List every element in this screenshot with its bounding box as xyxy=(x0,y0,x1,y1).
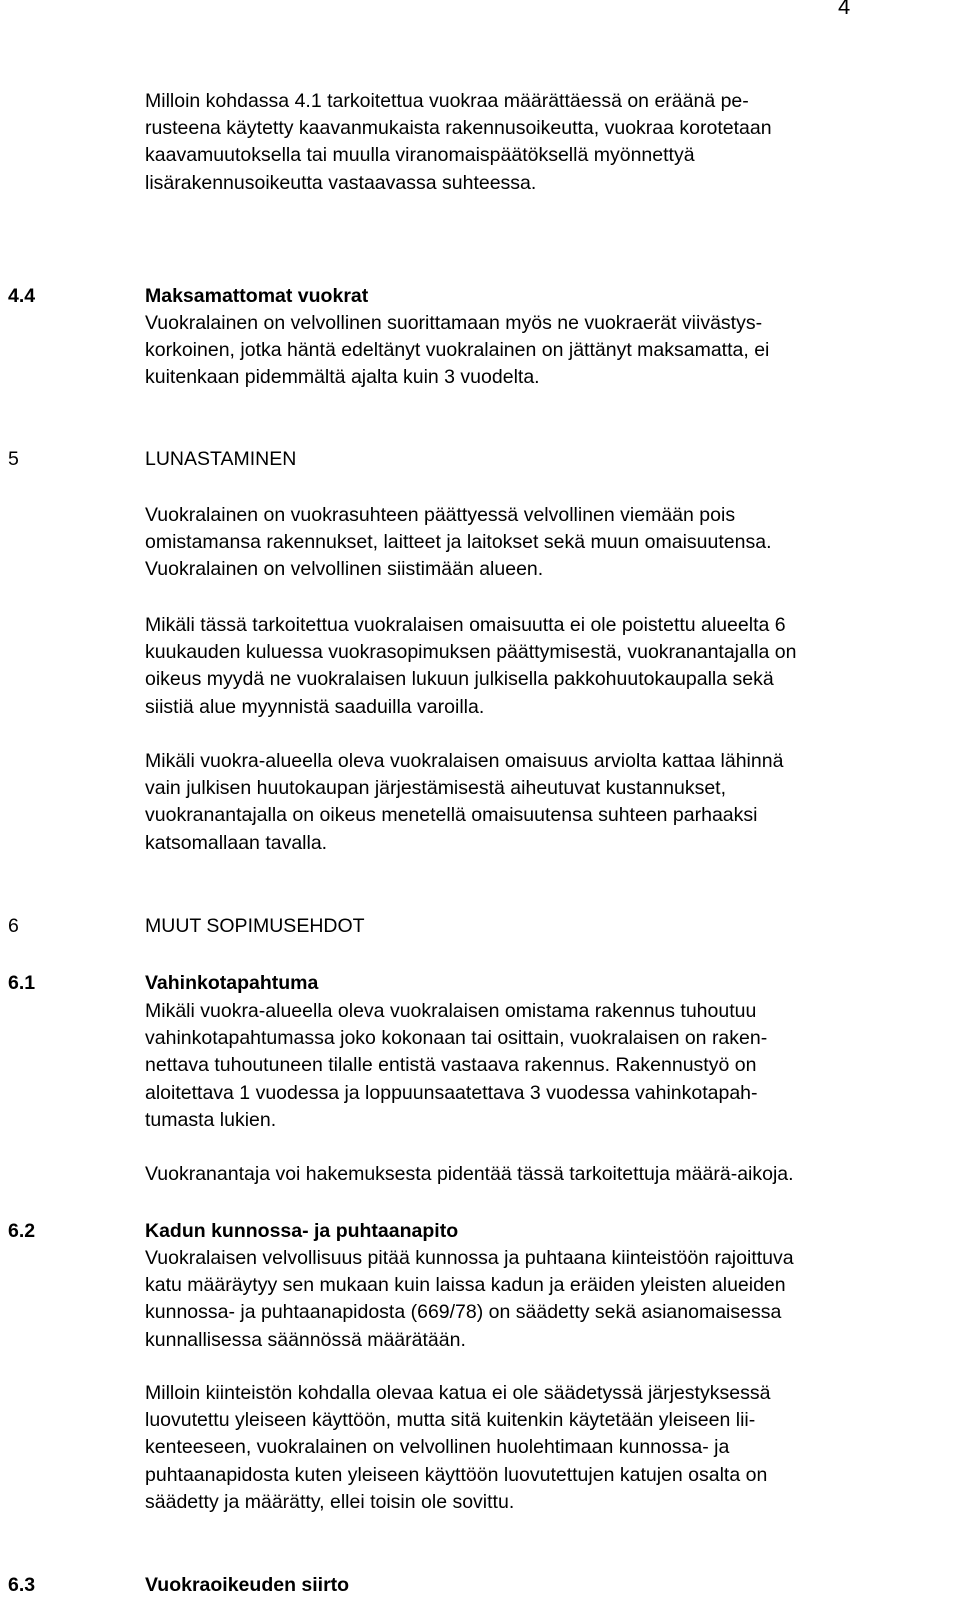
text-line: vain julkisen huutokaupan järjestämisestä aiheutuvat kustannukset, xyxy=(145,777,727,800)
text-line: vuokranantajalla on oikeus menetellä omaisuutensa suhteen parhaaksi xyxy=(145,804,758,827)
section-title: Vuokraoikeuden siirto xyxy=(145,1574,350,1596)
text-line: kunnossa- ja puhtaanapidosta (669/78) on säädetty sekä asianomaisessa xyxy=(145,1301,782,1324)
text-line: Milloin kiinteistön kohdalla olevaa katua ei ole säädetyssä järjestyksessä xyxy=(145,1382,771,1404)
text-line: tumasta lukien. xyxy=(145,1108,277,1131)
section-heading-5 xyxy=(0,446,960,473)
section-heading-6 xyxy=(0,913,960,940)
paragraph-rent-increase xyxy=(145,88,945,197)
paragraph-auction-costs xyxy=(145,748,945,857)
section-number: 4.4 xyxy=(8,285,36,307)
text-line: kunnallisessa säännössä määrätään. xyxy=(145,1328,466,1351)
text-line: Mikäli vuokra-alueella oleva vuokralaisen omaisuus arviolta kattaa lähinnä xyxy=(145,750,784,772)
text-line: Milloin kohdassa 4.1 tarkoitettua vuokraa määrättäessä on eräänä pe- xyxy=(145,90,749,112)
paragraph-removal-obligation xyxy=(145,502,945,584)
section-title: Vahinkotapahtuma xyxy=(145,972,319,994)
text-line: kuitenkaan pidemmältä ajalta kuin 3 vuodelta. xyxy=(145,366,540,389)
page-number: 4 xyxy=(838,0,851,19)
text-line: Mikäli vuokra-alueella oleva vuokralaisen omistama rakennus tuhoutuu xyxy=(145,1000,757,1022)
text-line: rusteena käytetty kaavanmukaista rakennusoikeutta, vuokraa korotetaan xyxy=(145,117,772,140)
text-line: aloitettava 1 vuodessa ja loppuunsaatettava 3 vuodessa vahinkotapah- xyxy=(145,1081,758,1104)
text-line: Vuokralainen on velvollinen suorittamaan myös ne vuokraerät viivästys- xyxy=(145,312,763,334)
paragraph-unofficial-street xyxy=(145,1380,945,1516)
text-line: kuukauden kuluessa vuokrasopimuksen päättymisestä, vuokranantajalla on xyxy=(145,641,797,664)
text-line: puhtaanapidosta kuten yleiseen käyttöön luovutettujen katujen osalta on xyxy=(145,1463,768,1486)
text-line: säädetty ja määrätty, ellei toisin ole sovittu. xyxy=(145,1490,515,1513)
text-line: Mikäli tässä tarkoitettua vuokralaisen omaisuutta ei ole poistettu alueelta 6 xyxy=(145,614,786,636)
section-title: Kadun kunnossa- ja puhtaanapito xyxy=(145,1220,459,1242)
text-line: oikeus myydä ne vuokralaisen lukuun julkisella pakkohuutokaupalla sekä xyxy=(145,668,774,691)
section-title: MUUT SOPIMUSEHDOT xyxy=(145,915,365,937)
text-line: siistiä alue myynnistä saaduilla varoilla. xyxy=(145,695,485,718)
section-heading-6-2 xyxy=(0,1218,960,1245)
text-line: Vuokralaisen velvollisuus pitää kunnossa ja puhtaana kiinteistöön rajoittuva xyxy=(145,1247,794,1269)
section-number: 6.2 xyxy=(8,1220,36,1242)
section-title: LUNASTAMINEN xyxy=(145,448,297,470)
section-heading-6-1 xyxy=(0,970,960,997)
text-line: kenteeseen, vuokralainen on velvollinen huolehtimaan kunnossa- ja xyxy=(145,1436,730,1459)
section-heading-4-4 xyxy=(0,283,960,310)
text-line: Vuokranantaja voi hakemuksesta pidentää tässä tarkoitettuja määrä-aikoja. xyxy=(145,1163,794,1185)
text-line: luovutettu yleiseen käyttöön, mutta sitä kuitenkin käytetään yleiseen lii- xyxy=(145,1409,756,1432)
paragraph-unpaid-rents xyxy=(145,310,945,392)
text-line: vahinkotapahtumassa joko kokonaan tai osittain, vuokralaisen on raken- xyxy=(145,1027,768,1050)
text-line: korkoinen, jotka häntä edeltänyt vuokralainen on jättänyt maksamatta, ei xyxy=(145,339,770,362)
text-line: lisärakennusoikeutta vastaavassa suhteessa. xyxy=(145,171,537,194)
text-line: katsomallaan tavalla. xyxy=(145,831,328,854)
text-line: omistamansa rakennukset, laitteet ja laitokset sekä muun omaisuutensa. xyxy=(145,531,772,554)
section-title: Maksamattomat vuokrat xyxy=(145,285,369,307)
section-number: 5 xyxy=(8,448,19,470)
section-number: 6.3 xyxy=(8,1574,36,1596)
text-line: kaavamuutoksella tai muulla viranomaispäätöksellä myönnettyä xyxy=(145,144,695,167)
text-line: katu määräytyy sen mukaan kuin laissa kadun ja eräiden yleisten alueiden xyxy=(145,1274,786,1297)
section-number: 6 xyxy=(8,915,19,937)
section-heading-6-3 xyxy=(0,1572,960,1599)
text-line: Vuokralainen on velvollinen siistimään alueen. xyxy=(145,558,544,581)
text-line: nettava tuhoutuneen tilalle entistä vastaava rakennus. Rakennustyö on xyxy=(145,1054,757,1077)
paragraph-damage-rebuild xyxy=(145,998,945,1134)
text-line: Vuokralainen on vuokrasuhteen päättyessä velvollinen viemään pois xyxy=(145,504,736,526)
section-number: 6.1 xyxy=(8,972,36,994)
paragraph-property-sale xyxy=(145,612,945,721)
paragraph-deadline-extension xyxy=(145,1161,945,1188)
paragraph-street-maintenance xyxy=(145,1245,945,1354)
